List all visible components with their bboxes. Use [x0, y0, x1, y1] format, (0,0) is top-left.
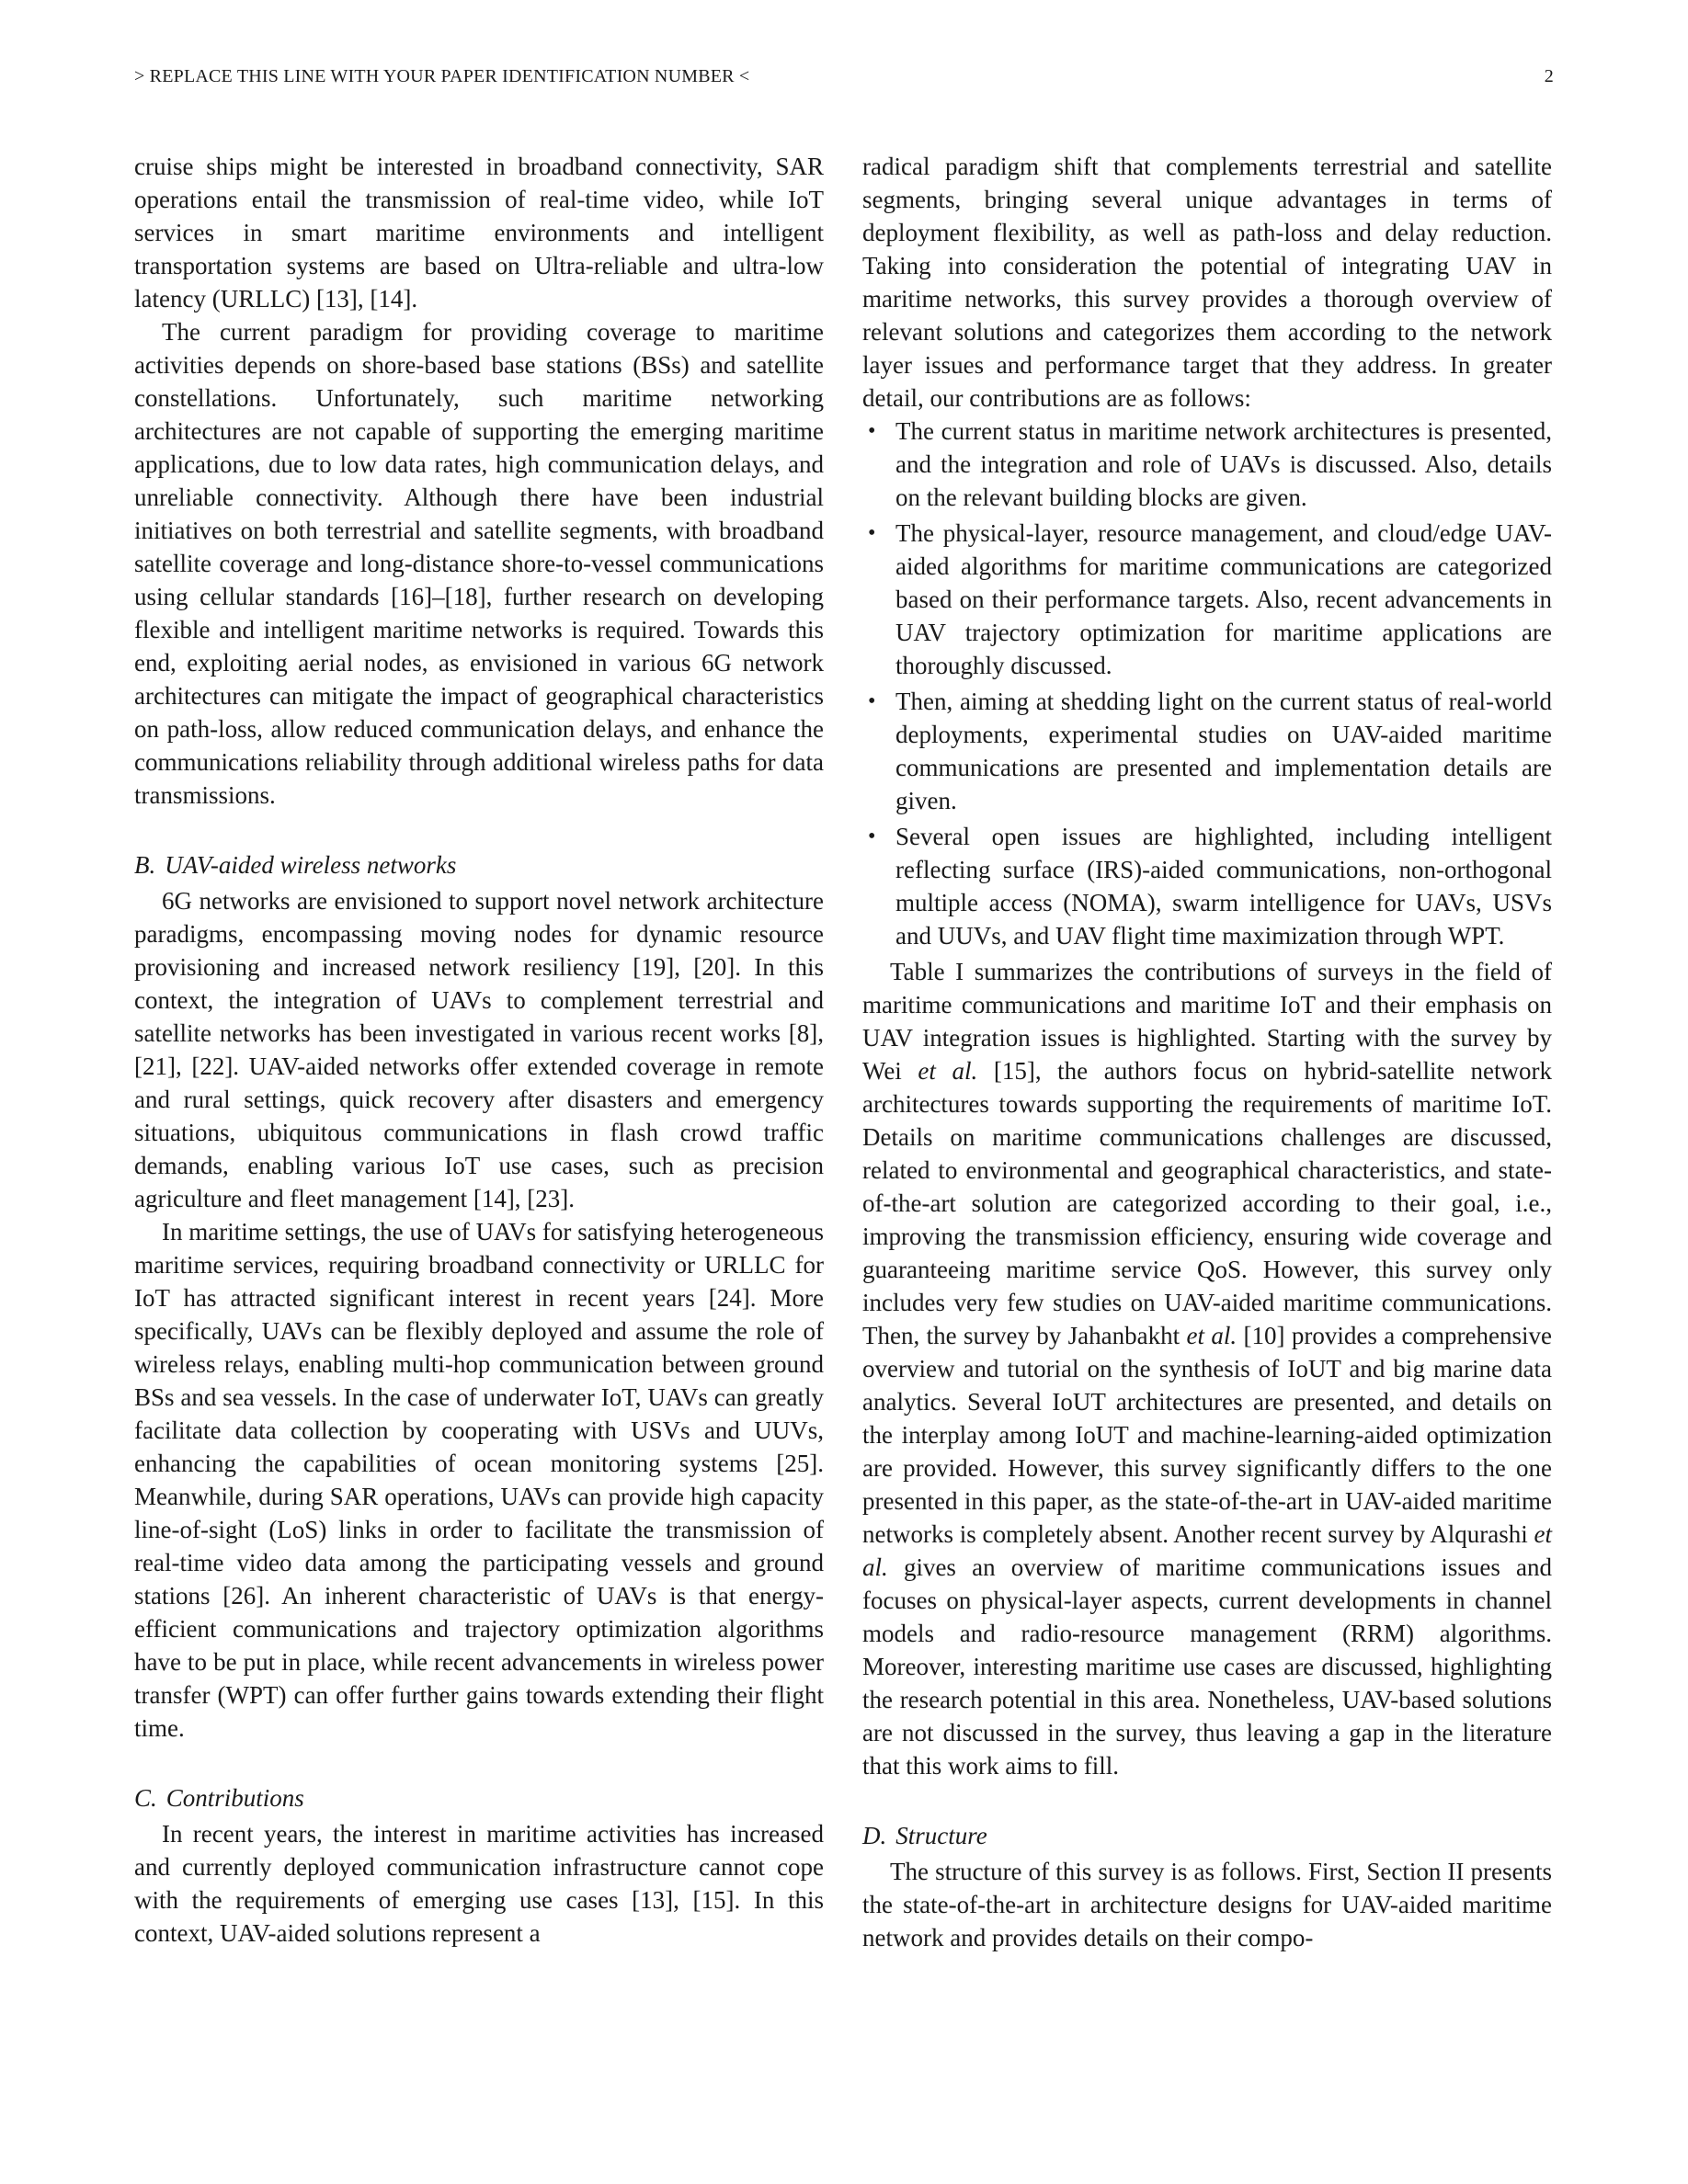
- text-run: [10] provides a comprehensive overview and tutorial on the synthesis of IoUT and big marine data analytics. Several IoUT architectures are presented, and details on the interplay among IoUT and machine-learning-aided optimization are provided. However, this survey significantly differs to the one presented in this paper, as the state-of-the-art in UAV-aided maritime networks is completely absent. Another recent survey by Alqurashi: [862, 1322, 1552, 1548]
- text-run: gives an overview of maritime communications issues and focuses on physical-layer aspects, current developments in channel models and radio-resource management (RRM) algorithms. Moreover, interesting maritime use cases are discussed, highlighting the research potential in this area. Nonetheless, UAV-based solutions are not discussed in the survey, thus leaving a gap in the literature that this work aims to fill.: [862, 1553, 1552, 1780]
- list-item-text: Then, aiming at shedding light on the current status of real-world deployments, experimental studies on UAV-aided maritime communications are presented and implementation details are given.: [895, 688, 1552, 814]
- list-item-text: The current status in maritime network architectures is presented, and the integration and role of UAVs is discussed. Also, details on the relevant building blocks are given.: [895, 417, 1552, 511]
- text-run-italic: et al.: [862, 1520, 1552, 1581]
- paragraph: cruise ships might be interested in broadband connectivity, SAR operations entail the transmission of real-time video, while IoT services in smart maritime environments and intelligent transportation systems are based on Ultra-reliable and ultra-low latency (URLLC) [13], [14].: [134, 153, 824, 313]
- paper-id-placeholder: > REPLACE THIS LINE WITH YOUR PAPER IDENTIFICATION NUMBER <: [134, 66, 750, 86]
- text-run-italic: et al.: [1186, 1322, 1237, 1349]
- section-heading-d: [862, 1819, 1552, 1852]
- paragraph: The structure of this survey is as follows. First, Section II presents the state-of-the-art in architecture designs for UAV-aided maritime network and provides details on their compo-: [862, 1858, 1552, 1951]
- bullet-icon: •: [868, 419, 876, 443]
- contributions-list: [862, 415, 1552, 952]
- section-heading-b: [134, 848, 824, 882]
- section-title: UAV-aided wireless networks: [165, 851, 457, 879]
- bullet-icon: •: [868, 689, 876, 713]
- text-run-italic: et al.: [918, 1057, 978, 1085]
- list-item: [862, 820, 1552, 952]
- section-number: C.: [134, 1784, 157, 1812]
- right-column: [862, 150, 1552, 1954]
- section-heading-c: [134, 1781, 824, 1814]
- list-item: [862, 685, 1552, 817]
- bullet-icon: •: [868, 825, 876, 848]
- section-number: B.: [134, 851, 156, 879]
- text-run: Table I summarizes the contributions of surveys in the field of maritime communications and maritime IoT and their emphasis on UAV integration issues is highlighted. Starting with the survey by Wei: [862, 958, 1552, 1085]
- paragraph: 6G networks are envisioned to support novel network architecture paradigms, encompassing moving nodes for dynamic resource provisioning and increased network resiliency [19], [20]. In this context, the integration of UAVs to complement terrestrial and satellite networks has been investigated in various recent works [8], [21], [22]. UAV-aided networks offer extended coverage in remote and rural settings, quick recovery after disasters and emergency situations, ubiquitous communications in flash crowd traffic demands, enabling various IoT use cases, such as precision agriculture and fleet management [14], [23].: [134, 887, 824, 1212]
- list-item: [862, 415, 1552, 514]
- text-run: [15], the authors focus on hybrid-satellite network architectures towards supporting the requirements of maritime IoT. Details on maritime communications challenges are discussed, related to environmental and geographical characteristics, and state-of-the-art solution are categorized according to their goal, i.e., improving the transmission efficiency, ensuring wide coverage and guaranteeing maritime service QoS. However, this survey only includes very few studies on UAV-aided maritime communications. Then, the survey by Jahanbakht: [862, 1057, 1553, 1349]
- list-item-text: The physical-layer, resource management, and cloud/edge UAV-aided algorithms for maritime communications are categorized based on their performance targets. Also, recent advancements in UAV trajectory optimization for maritime applications are thoroughly discussed.: [895, 519, 1552, 679]
- paragraph: In maritime settings, the use of UAVs for satisfying heterogeneous maritime services, requiring broadband connectivity or URLLC for IoT has attracted significant interest in recent years [24]. More specifically, UAVs can be flexibly deployed and assume the role of wireless relays, enabling multi-hop communication between ground BSs and sea vessels. In the case of underwater IoT, UAVs can greatly facilitate data collection by cooperating with USVs and UUVs, enhancing the capabilities of ocean monitoring systems [25]. Meanwhile, during SAR operations, UAVs can provide high capacity line-of-sight (LoS) links in order to facilitate the transmission of real-time video data among the participating vessels and ground stations [26]. An inherent characteristic of UAVs is that energy-efficient communications and trajectory optimization algorithms have to be put in place, while recent advancements in wireless power transfer (WPT) can offer further gains towards extending their flight time.: [134, 1218, 824, 1742]
- section-title: Structure: [895, 1822, 987, 1849]
- left-column: [134, 150, 824, 1950]
- page-header: [134, 66, 1554, 94]
- bullet-icon: •: [868, 521, 876, 545]
- list-item: [862, 517, 1552, 682]
- paragraph: [862, 955, 1552, 1782]
- page-number: 2: [1544, 66, 1554, 86]
- paragraph: radical paradigm shift that complements terrestrial and satellite segments, bringing several unique advantages in terms of deployment flexibility, as well as path-loss and delay reduction. Taking into consideration the potential of integrating UAV in maritime networks, this survey provides a thorough overview of relevant solutions and categorizes them according to the network layer issues and performance target that they address. In greater detail, our contributions are as follows:: [862, 153, 1552, 412]
- paragraph: The current paradigm for providing coverage to maritime activities depends on shore-based base stations (BSs) and satellite constellations. Unfortunately, such maritime networking architectures are not capable of supporting the emerging maritime applications, due to low data rates, high communication delays, and unreliable connectivity. Although there have been industrial initiatives on both terrestrial and satellite segments, with broadband satellite coverage and long-distance shore-to-vessel communications using cellular standards [16]–[18], further research on developing flexible and intelligent maritime networks is required. Towards this end, exploiting aerial nodes, as envisioned in various 6G network architectures can mitigate the impact of geographical characteristics on path-loss, allow reduced communication delays, and enhance the communications reliability through additional wireless paths for data transmissions.: [134, 318, 824, 809]
- section-title: Contributions: [165, 1784, 304, 1812]
- list-item-text: Several open issues are highlighted, including intelligent reflecting surface (IRS)-aided communications, non-orthogonal multiple access (NOMA), swarm intelligence for UAVs, USVs and UUVs, and UAV flight time maximization through WPT.: [895, 823, 1552, 950]
- paragraph: In recent years, the interest in maritime activities has increased and currently deployed communication infrastructure cannot cope with the requirements of emerging use cases [13], [15]. In this context, UAV-aided solutions represent a: [134, 1820, 824, 1947]
- section-number: D.: [862, 1822, 887, 1849]
